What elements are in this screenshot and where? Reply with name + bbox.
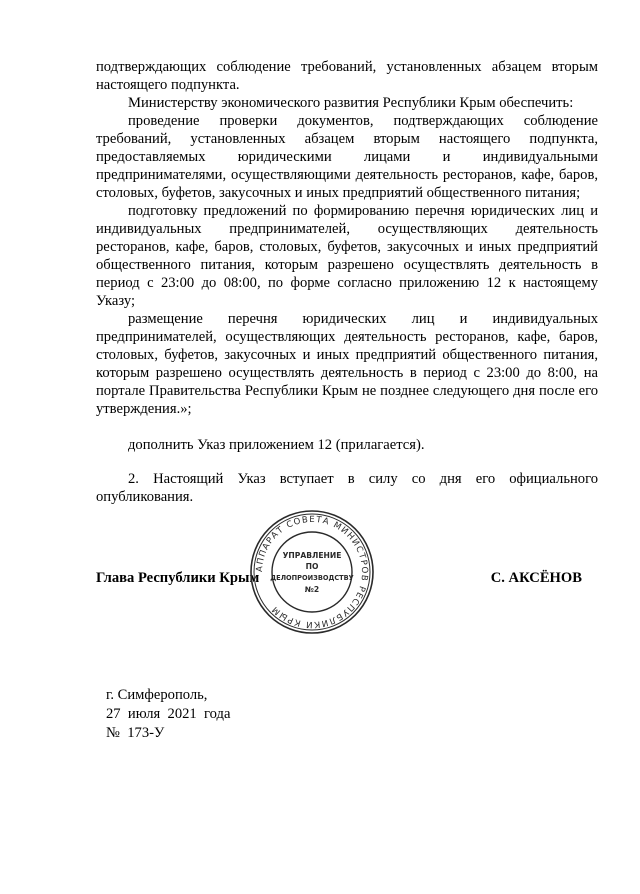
document-body <box>96 58 598 506</box>
stamp-line-2: ПО <box>305 562 319 571</box>
paragraph-continuation: подтверждающих соблюдение требований, установленных абзацем вторым настоящего подпункта. <box>96 59 598 93</box>
signatory-title: Глава Республики Крым <box>96 570 260 586</box>
paragraph-document-check: проведение проверки документов, подтверждающих соблюдение требований, установленных абзацем вторым настоящего подпункта, предоставляемых юридическими лицами и индивидуальными предпринимателями, осуществляющими деятельность ресторанов, кафе, баров, столовых, буфетов, закусочных и иных предприятий общественного питания; <box>96 113 598 201</box>
paragraph-list-publication: размещение перечня юридических лиц и индивидуальных предпринимателей, осуществляющих деятельность ресторанов, кафе, баров, столовых, буфетов, закусочных и иных предприятий общественного питания, которым разрешено осуществлять деятельность в период с 23:00 до 8:00, на портале Правительства Республики Крым не позднее следующего дня после его утверждения.»; <box>96 311 598 417</box>
place-of-signing: г. Симферополь, <box>106 687 208 703</box>
official-stamp <box>248 508 376 636</box>
paragraph-list-preparation: подготовку предложений по формированию перечня юридических лиц и индивидуальных предпринимателей, осуществляющих деятельность ресторанов, кафе, баров, столовых, буфетов, закусочных и иных предприятий общественного питания, которым разрешено осуществлять деятельность в период с 23:00 до 08:00, по форме согласно приложению 12 к настоящему Указу; <box>96 203 598 309</box>
paragraph-appendix: дополнить Указ приложением 12 (прилагается). <box>128 437 425 453</box>
decree-number: № 173-У <box>106 725 165 741</box>
date-of-signing: 27 июля 2021 года <box>106 706 231 722</box>
stamp-line-4: №2 <box>304 585 320 594</box>
paragraph-entry-into-force: 2. Настоящий Указ вступает в силу со дня его официального опубликования. <box>96 471 598 505</box>
stamp-line-1: УПРАВЛЕНИЕ <box>282 551 342 560</box>
stamp-ring-text: АППАРАТ СОВЕТА МИНИСТРОВ РЕСПУБЛИКИ КРЫМ <box>254 514 370 630</box>
paragraph-ministry-duties: Министерству экономического развития Республики Крым обеспечить: <box>128 95 574 111</box>
signatory-name: С. АКСЁНОВ <box>490 570 582 586</box>
document-meta <box>106 686 230 743</box>
stamp-seal-icon <box>248 508 376 636</box>
stamp-line-3: ДЕЛОПРОИЗВОДСТВУ <box>270 574 354 582</box>
